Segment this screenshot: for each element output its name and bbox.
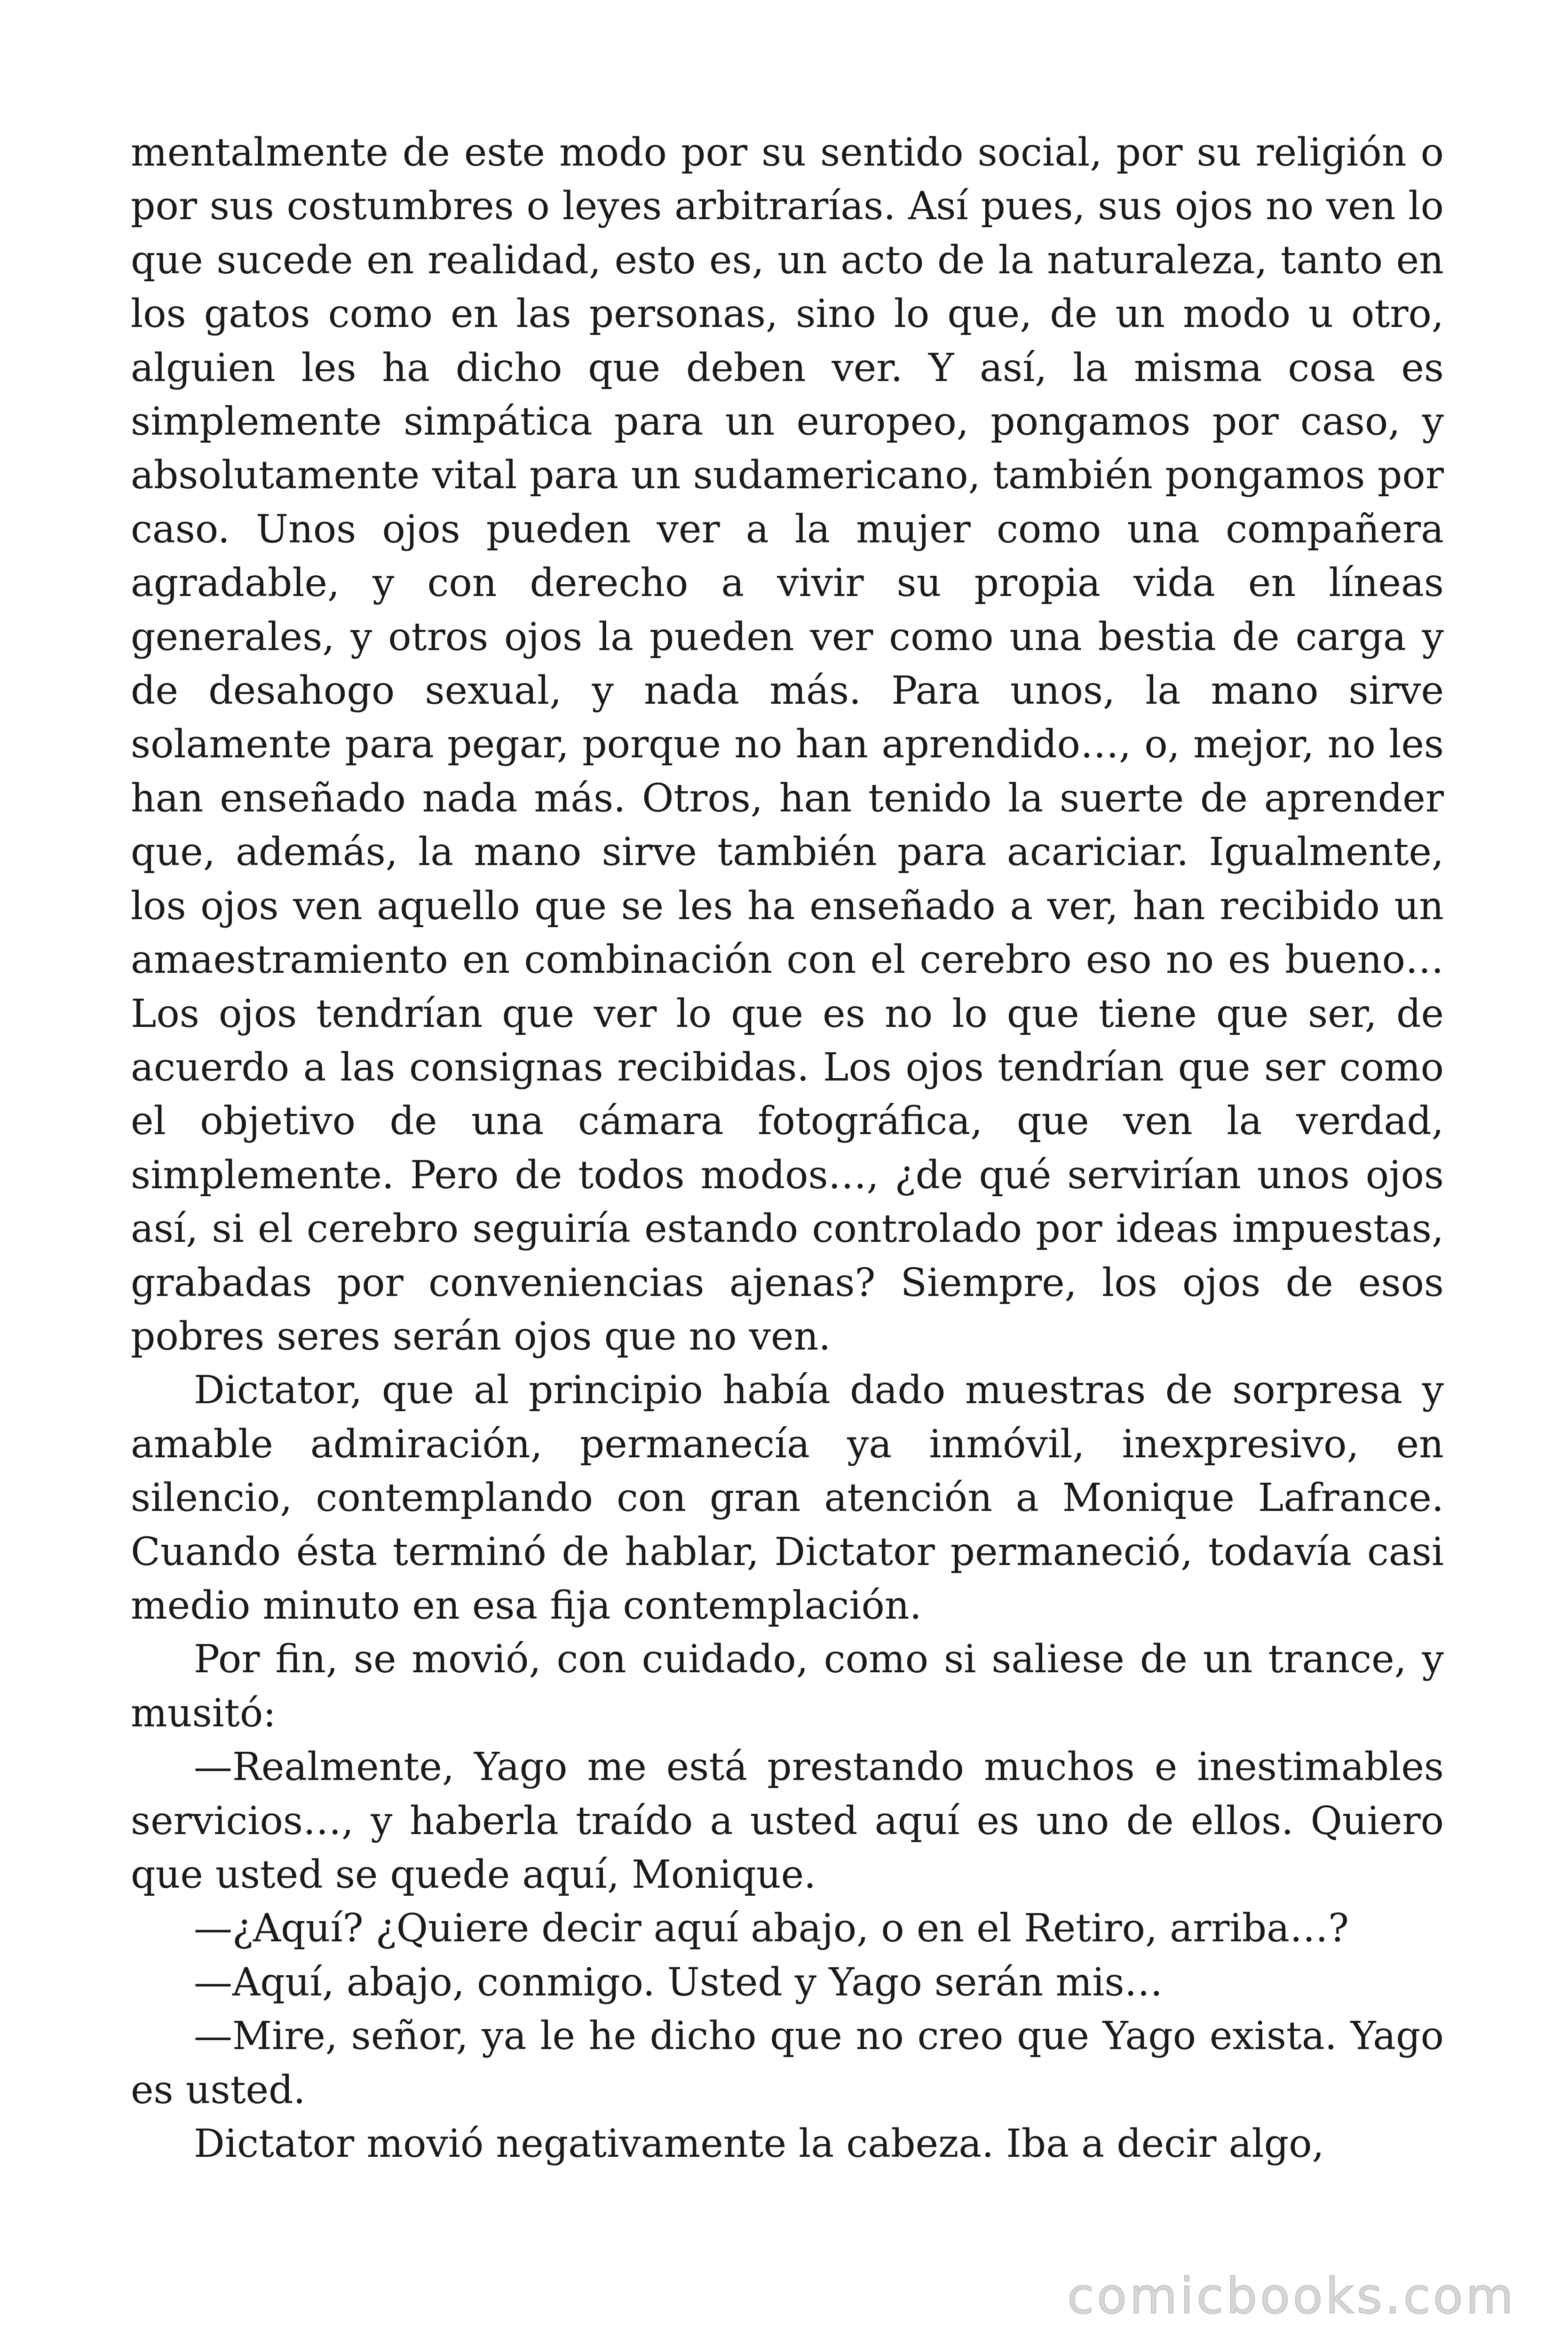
page-body-text: [131, 126, 1444, 2171]
paragraph-8: Dictator movió negativamente la cabeza. Iba a decir algo,: [194, 2122, 1324, 2167]
paragraph-2: Dictator, que al principio había dado muestras de sorpresa y amable admiración, permanecía ya inmóvil, inexpresivo, en silencio, contemplando con gran atención a Monique Lafrance. Cuando ésta terminó de hablar, Dictator permaneció, todavía casi medio minuto en esa fija contemplación.: [131, 1368, 1444, 1628]
watermark: comicbooks.com: [1067, 2267, 1516, 2325]
paragraph-7: —Mire, señor, ya le he dicho que no creo que Yago exista. Yago es usted.: [131, 2014, 1444, 2113]
paragraph-6: —Aquí, abajo, conmigo. Usted y Yago serán mis…: [194, 1960, 1163, 2005]
paragraph-4: —Realmente, Yago me está prestando muchos e inestimables servicios…, y haberla traído a usted aquí es uno de ellos. Quiero que usted se quede aquí, Monique.: [131, 1745, 1444, 1897]
paragraph-3: Por fin, se movió, con cuidado, como si saliese de un trance, y musitó:: [131, 1637, 1444, 1736]
paragraph-1: mentalmente de este modo por su sentido social, por su religión o por sus costumbres o leyes arbitrarías. Así pues, sus ojos no ven lo que sucede en realidad, esto es, un acto de la naturaleza, tanto en los gatos como en las personas, sino lo que, de un modo u otro, alguien les ha dicho que deben ver. Y así, la misma cosa es simplemente simpática para un europeo, pongamos por caso, y absolutamente vital para un sudamericano, también pongamos por caso. Unos ojos pueden ver a la mujer como una compañera agradable, y con derecho a vivir su propia vida en líneas generales, y otros ojos la pueden ver como una bestia de carga y de desahogo sexual, y nada más. Para unos, la mano sirve solamente para pegar, porque no han aprendido…, o, mejor, no les han enseñado nada más. Otros, han tenido la suerte de aprender que, además, la mano sirve también para acariciar. Igualmente, los ojos ven aquello que se les ha enseñado a ver, han recibido un amaestramiento en combinación con el cerebro eso no es bueno… Los ojos tendrían que ver lo que es no lo que tiene que ser, de acuerdo a las consignas recibidas. Los ojos tendrían que ser como el objetivo de una cámara fotográfica, que ven la verdad, simplemente. Pero de todos modos…, ¿de qué servirían unos ojos así, si el cerebro seguiría estando controlado por ideas impuestas, grabadas por conveniencias ajenas? Siempre, los ojos de esos pobres seres serán ojos que no ven.: [131, 130, 1444, 1359]
paragraph-5: —¿Aquí? ¿Quiere decir aquí abajo, o en el Retiro, arriba…?: [194, 1906, 1349, 1951]
